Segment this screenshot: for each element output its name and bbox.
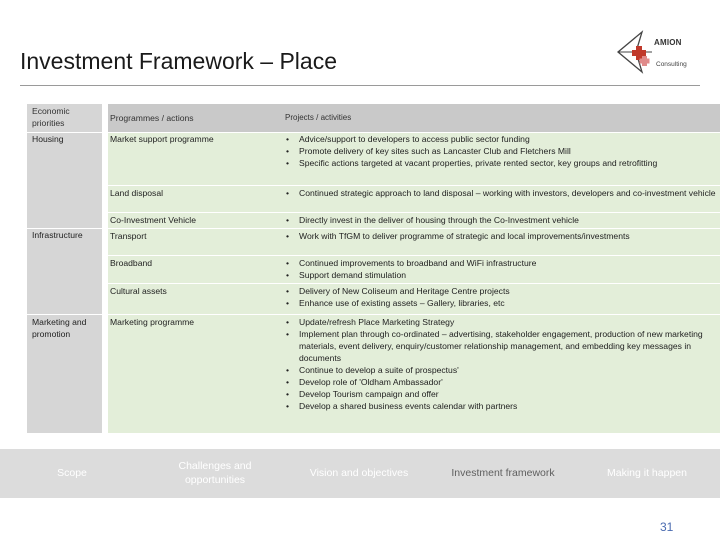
section-nav-bar [0,449,720,498]
row-divider [108,255,720,256]
row-divider [108,212,720,213]
list-item: • Update/refresh Place Marketing Strategy [285,316,717,328]
list-item: • Advice/support to developers to access public sector funding [285,133,717,145]
page-title: Investment Framework – Place [20,48,338,74]
row-divider [108,185,720,186]
row-divider [108,283,720,284]
list-item: • Develop a shared business events calendar with partners [285,400,717,412]
list-item: • Work with TfGM to deliver programme of strategic and local improvements/investments [285,230,717,242]
list-item: • Promote delivery of key sites such as Lancaster Club and Fletchers Mill [285,145,717,157]
priorities-column-bg [27,104,102,433]
priority-housing: Housing [32,134,64,144]
list-item: • Continue to develop a suite of prospectus' [285,364,717,376]
header-projects: Projects / activities [285,113,352,122]
nav-item-challenges[interactable]: Challenges and opportunities [178,460,252,486]
programme-label: Broadband [110,258,153,268]
list-item: • Delivery of New Coliseum and Heritage Centre projects [285,285,717,297]
project-list [285,214,717,226]
list-item: • Directly invest in the deliver of housing through the Co-Investment vehicle [285,214,717,226]
programme-label: Transport [110,231,147,241]
programme-label: Cultural assets [110,286,167,296]
list-item: • Develop Tourism campaign and offer [285,388,717,400]
project-list [285,316,717,412]
list-item: • Continued strategic approach to land disposal – working with investors, developers and co-investment vehicle [285,187,717,199]
project-list [285,285,717,309]
logo-subtitle: Consulting [656,61,687,68]
nav-item-vision[interactable]: Vision and objectives [309,467,409,479]
header-economic-priorities: Economic priorities [32,106,70,128]
priority-marketing: Marketing and promotion [32,317,87,339]
programme-label: Land disposal [110,188,164,198]
nav-item-making-it-happen[interactable]: Making it happen [607,467,687,479]
programme-label: Marketing programme [110,317,195,327]
project-list [285,133,717,169]
nav-item-scope[interactable]: Scope [57,467,87,479]
list-item: • Develop role of 'Oldham Ambassador' [285,376,717,388]
list-item: • Continued improvements to broadband and WiFi infrastructure [285,257,717,269]
project-list [285,230,717,242]
list-item: • Implement plan through co-ordinated – advertising, stakeholder engagement, production of new marketing materials, event delivery, enquiry/customer relationship management, and embedding key messages in documents [285,328,717,364]
page-number: 31 [660,520,674,534]
list-item: • Specific actions targeted at vacant properties, private rented sector, key groups and retrofitting [285,157,717,169]
investment-table [27,104,720,433]
project-list [285,257,717,281]
list-item: • Support demand stimulation [285,269,717,281]
title-divider [20,85,700,86]
logo-wordmark: AMION [654,38,682,47]
nav-item-investment-framework[interactable]: Investment framework [451,467,555,479]
list-item: • Enhance use of existing assets – Gallery, libraries, etc [285,297,717,309]
project-list [285,187,717,199]
priority-infrastructure: Infrastructure [32,230,83,240]
row-divider [27,228,720,229]
programme-label: Market support programme [110,134,214,144]
programme-label: Co-Investment Vehicle [110,215,196,225]
row-divider [27,314,720,315]
header-programmes: Programmes / actions [110,113,194,123]
amion-logo-icon [612,26,708,78]
